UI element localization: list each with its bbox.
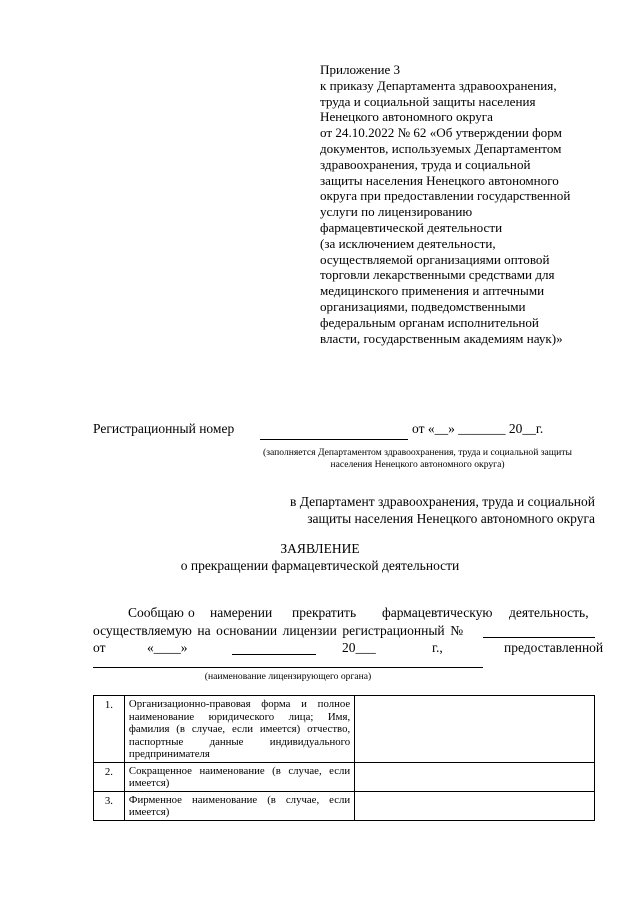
row-label: Сокращенное наименование (в случае, если имеется)	[124, 762, 354, 791]
table-row	[94, 791, 595, 820]
appendix-line: Приложение 3	[320, 62, 401, 77]
appendix-line: организациями, подведомственными	[320, 298, 526, 314]
appendix-line: к приказу Департамента здравоохранения,	[320, 77, 557, 93]
table-row	[94, 762, 595, 791]
applicant-info-table	[93, 695, 595, 821]
row-number: 2.	[94, 762, 125, 791]
appendix-line: защиты населения Ненецкого автономного	[320, 172, 559, 188]
registration-date: от «__» _______ 20__г.	[412, 421, 544, 436]
licensing-authority-field[interactable]	[93, 667, 483, 668]
license-number-field[interactable]	[483, 637, 595, 638]
row-number: 1.	[94, 696, 125, 763]
addressee	[270, 493, 595, 527]
table-row	[94, 696, 595, 763]
statement-line: осуществляемую на основании лицензии регистрационный №	[93, 623, 464, 638]
row-label: Фирменное наименование (в случае, если имеется)	[124, 791, 354, 820]
statement-word: г.,	[432, 640, 443, 655]
license-month-field[interactable]	[232, 654, 316, 655]
appendix-header	[320, 62, 600, 346]
appendix-line: услуги по лицензированию	[320, 204, 473, 220]
statement-word: Сообщаю	[128, 605, 184, 620]
appendix-line: власти, государственным академиям наук)»	[320, 330, 563, 346]
appendix-line: округа при предоставлении государственной	[320, 188, 571, 204]
document-title: ЗАЯВЛЕНИЕ	[280, 541, 360, 556]
statement-word: предоставленной	[504, 640, 604, 655]
appendix-line: (за исключением деятельности,	[320, 235, 496, 251]
row-value-field[interactable]	[355, 762, 595, 791]
appendix-line: документов, используемых Департаментом	[320, 140, 562, 156]
statement-word: намерении	[210, 605, 273, 620]
appendix-line: торговли лекарственными средствами для	[320, 267, 555, 283]
appendix-line: фармацевтической деятельности	[320, 219, 503, 235]
addressee-line: в Департамент здравоохранения, труда и социальной	[289, 494, 595, 509]
row-value-field[interactable]	[355, 696, 595, 763]
appendix-line: труда и социальной защиты населения	[320, 93, 536, 109]
appendix-line: Ненецкого автономного округа	[320, 109, 493, 125]
row-value-field[interactable]	[355, 791, 595, 820]
document-subtitle: о прекращении фармацевтической деятельности	[180, 558, 460, 573]
row-number: 3.	[94, 791, 125, 820]
addressee-line: защиты населения Ненецкого автономного округа	[307, 511, 595, 526]
appendix-line: здравоохранения, труда и социальной	[320, 156, 531, 172]
statement-word: от	[93, 640, 106, 655]
row-label: Организационно-правовая форма и полное наименование юридического лица; Имя, фамилия (в случае, если имеется) отчество, паспортные данные индивидуального предпринимателя	[124, 696, 354, 763]
statement-year: 20___	[342, 640, 376, 655]
statement-word: деятельность,	[509, 605, 589, 620]
statement-word: о	[188, 605, 195, 620]
statement-word: фармацевтическую	[382, 605, 493, 620]
statement-day: «____»	[147, 640, 188, 655]
statement-word: прекратить	[292, 605, 357, 620]
registration-number-field[interactable]	[260, 439, 408, 440]
licensing-authority-note: (наименование лицензирующего органа)	[204, 671, 372, 682]
appendix-line: федеральным органам исполнительной	[320, 314, 539, 330]
registration-label: Регистрационный номер	[93, 421, 235, 436]
registration-note: (заполняется Департаментом здравоохранения, труда и социальной защиты населения Ненецкого автономного округа)	[263, 447, 572, 470]
appendix-line: медицинского применения и аптечными	[320, 283, 545, 299]
appendix-line: от 24.10.2022 № 62 «Об утверждении форм	[320, 125, 562, 141]
appendix-line: осуществляемой организациями оптовой	[320, 251, 550, 267]
